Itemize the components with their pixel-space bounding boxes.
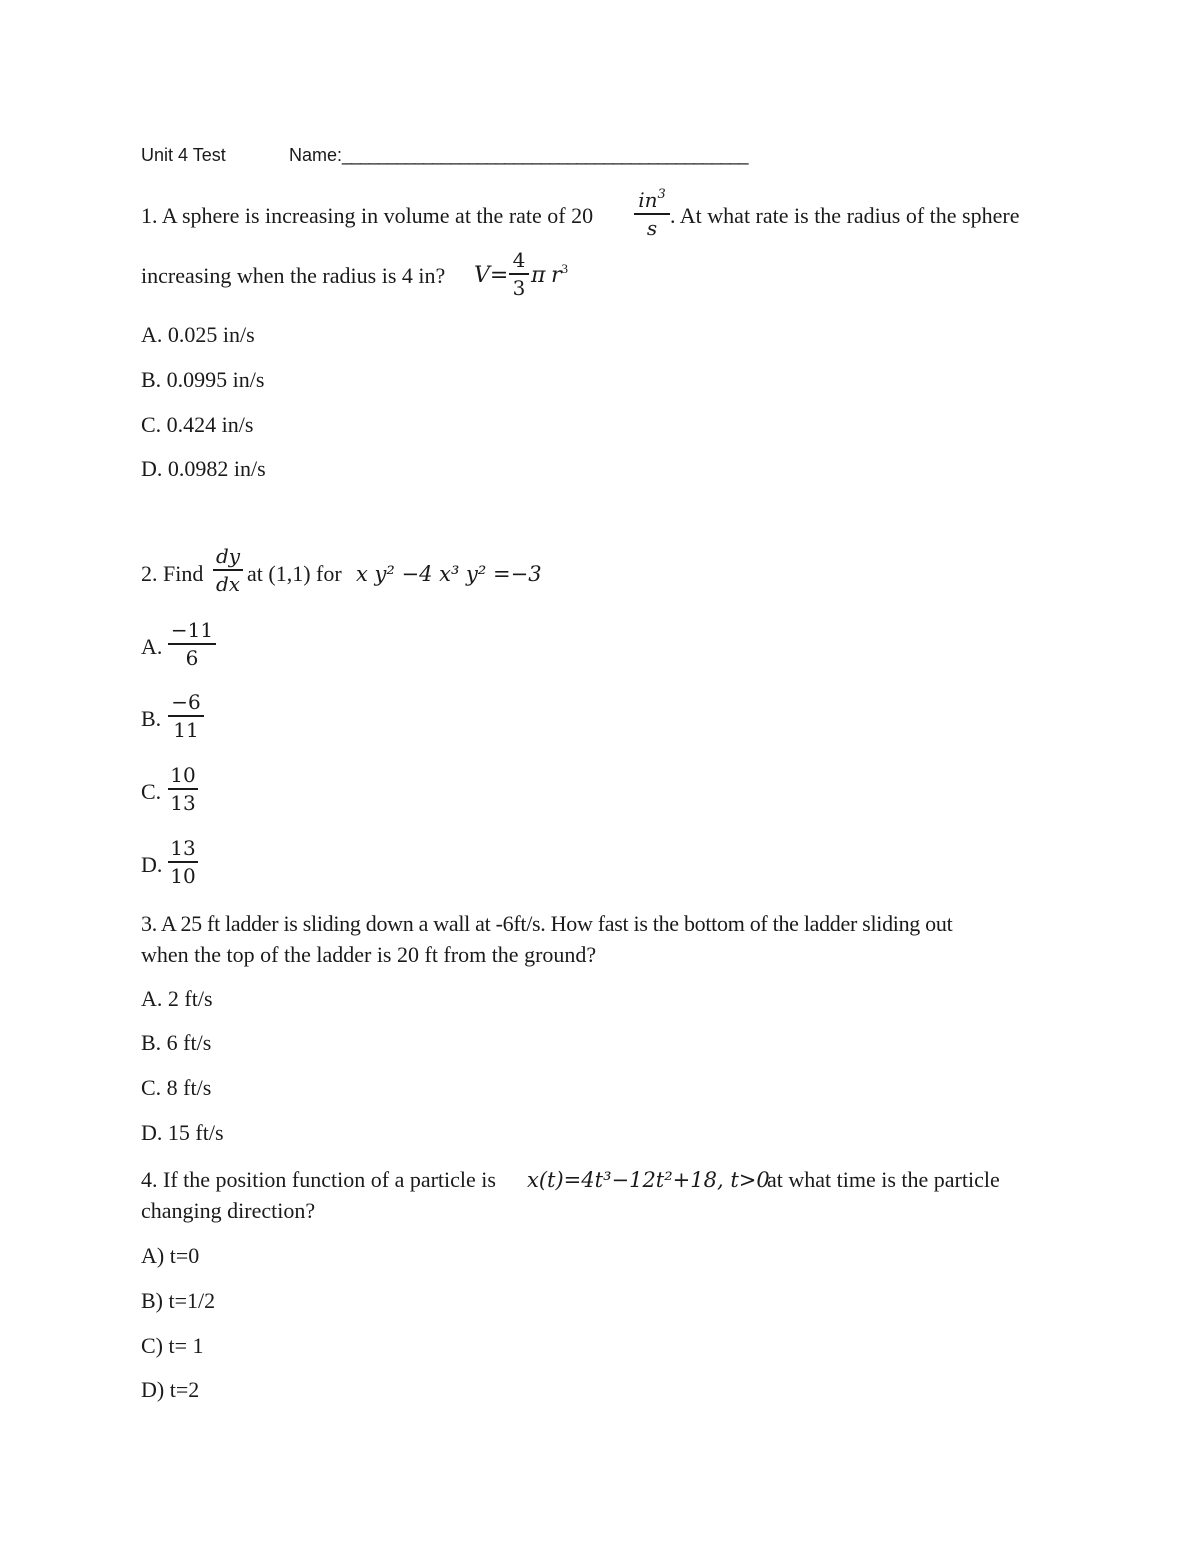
- q2-option-b-numerator: −6: [171, 690, 201, 714]
- q1-rate-bar: [634, 213, 670, 215]
- q4-prefix: 4. If the position function of a particle is: [141, 1167, 496, 1192]
- test-title: Unit 4 Test: [141, 145, 226, 165]
- q1-formula-fraction: [509, 248, 529, 300]
- q1-formula-rhs: π $r^3$: [531, 261, 568, 288]
- q2-derivative-denominator: dx: [215, 572, 241, 596]
- q1-option-a: A. 0.025 in/s: [141, 322, 255, 347]
- q4-line2: changing direction?: [141, 1198, 316, 1223]
- q2-option-b-label: B.: [141, 706, 162, 731]
- name-label-text: Name:: [289, 145, 343, 165]
- q2-derivative-numerator: dy: [215, 544, 241, 568]
- q3-option-a: A. 2 ft/s: [141, 986, 213, 1011]
- q2-option-b-bar: [168, 715, 204, 717]
- q4-option-a: A) t=0: [141, 1243, 200, 1268]
- q2-equation: x y² −4 x³ y² =−3: [356, 562, 542, 586]
- q1-option-b: B. 0.0995 in/s: [141, 367, 265, 392]
- q1-option-d: D. 0.0982 in/s: [141, 456, 266, 481]
- q1-rate-denominator: s: [646, 216, 658, 240]
- q2-prefix: 2. Find: [141, 561, 204, 586]
- q2-option-c-bar: [168, 788, 198, 790]
- q2-option-d-bar: [168, 861, 198, 863]
- q1-option-c: C. 0.424 in/s: [141, 412, 254, 437]
- q1-text-before: 1. A sphere is increasing in volume at the rate of 20: [141, 203, 594, 228]
- q2-option-b-fraction: [168, 690, 204, 742]
- q2-option-a-label: A.: [141, 634, 163, 659]
- q2-option-b-denominator: 11: [173, 718, 199, 742]
- name-line: _____________________________________________: [342, 145, 748, 165]
- q2-option-a-numerator: −11: [170, 618, 214, 642]
- q1-formula-denominator: 3: [512, 276, 526, 300]
- q1-formula-lhs: V=: [474, 263, 509, 288]
- q1-rate-fraction: [634, 188, 670, 240]
- q2-option-c-label: C.: [141, 779, 162, 804]
- q3-line1: 3. A 25 ft ladder is sliding down a wall at -6ft/s. How fast is the bottom of the ladder sliding out: [141, 911, 953, 936]
- q1-line2: increasing when the radius is 4 in?: [141, 263, 446, 288]
- q2-option-c-fraction: [168, 763, 198, 815]
- q2-option-a-bar: [168, 643, 216, 645]
- q2-derivative: [213, 544, 243, 596]
- q2-middle: at (1,1) for: [247, 561, 342, 586]
- name-label: [289, 145, 748, 166]
- q4-option-b: B) t=1/2: [141, 1288, 216, 1313]
- q1-formula-bar: [509, 273, 529, 275]
- q2-option-d-denominator: 10: [170, 864, 196, 888]
- q3-option-d: D. 15 ft/s: [141, 1120, 224, 1145]
- q2-option-d-label: D.: [141, 852, 163, 877]
- q4-suffix: at what time is the particle: [767, 1167, 1000, 1192]
- q2-option-a-fraction: [168, 618, 216, 670]
- q1-text-after: . At what rate is the radius of the sphere: [670, 203, 1020, 228]
- q3-option-b: B. 6 ft/s: [141, 1030, 212, 1055]
- q1-rate-numerator: $in^3$: [638, 187, 666, 212]
- q2-option-c-numerator: 10: [170, 763, 196, 787]
- q2-option-d-numerator: 13: [170, 836, 196, 860]
- q1-formula-numerator: 4: [512, 248, 526, 272]
- q2-option-c-denominator: 13: [170, 791, 196, 815]
- q2-option-d-fraction: [168, 836, 198, 888]
- q2-derivative-bar: [213, 569, 243, 571]
- q4-option-c: C) t= 1: [141, 1333, 204, 1358]
- q3-line2: when the top of the ladder is 20 ft from the ground?: [141, 942, 597, 967]
- q4-function: x(t)=4t³−12t²+18, t>0: [527, 1168, 770, 1192]
- q2-option-a-denominator: 6: [185, 646, 199, 670]
- q3-option-c: C. 8 ft/s: [141, 1075, 212, 1100]
- q4-option-d: D) t=2: [141, 1377, 200, 1402]
